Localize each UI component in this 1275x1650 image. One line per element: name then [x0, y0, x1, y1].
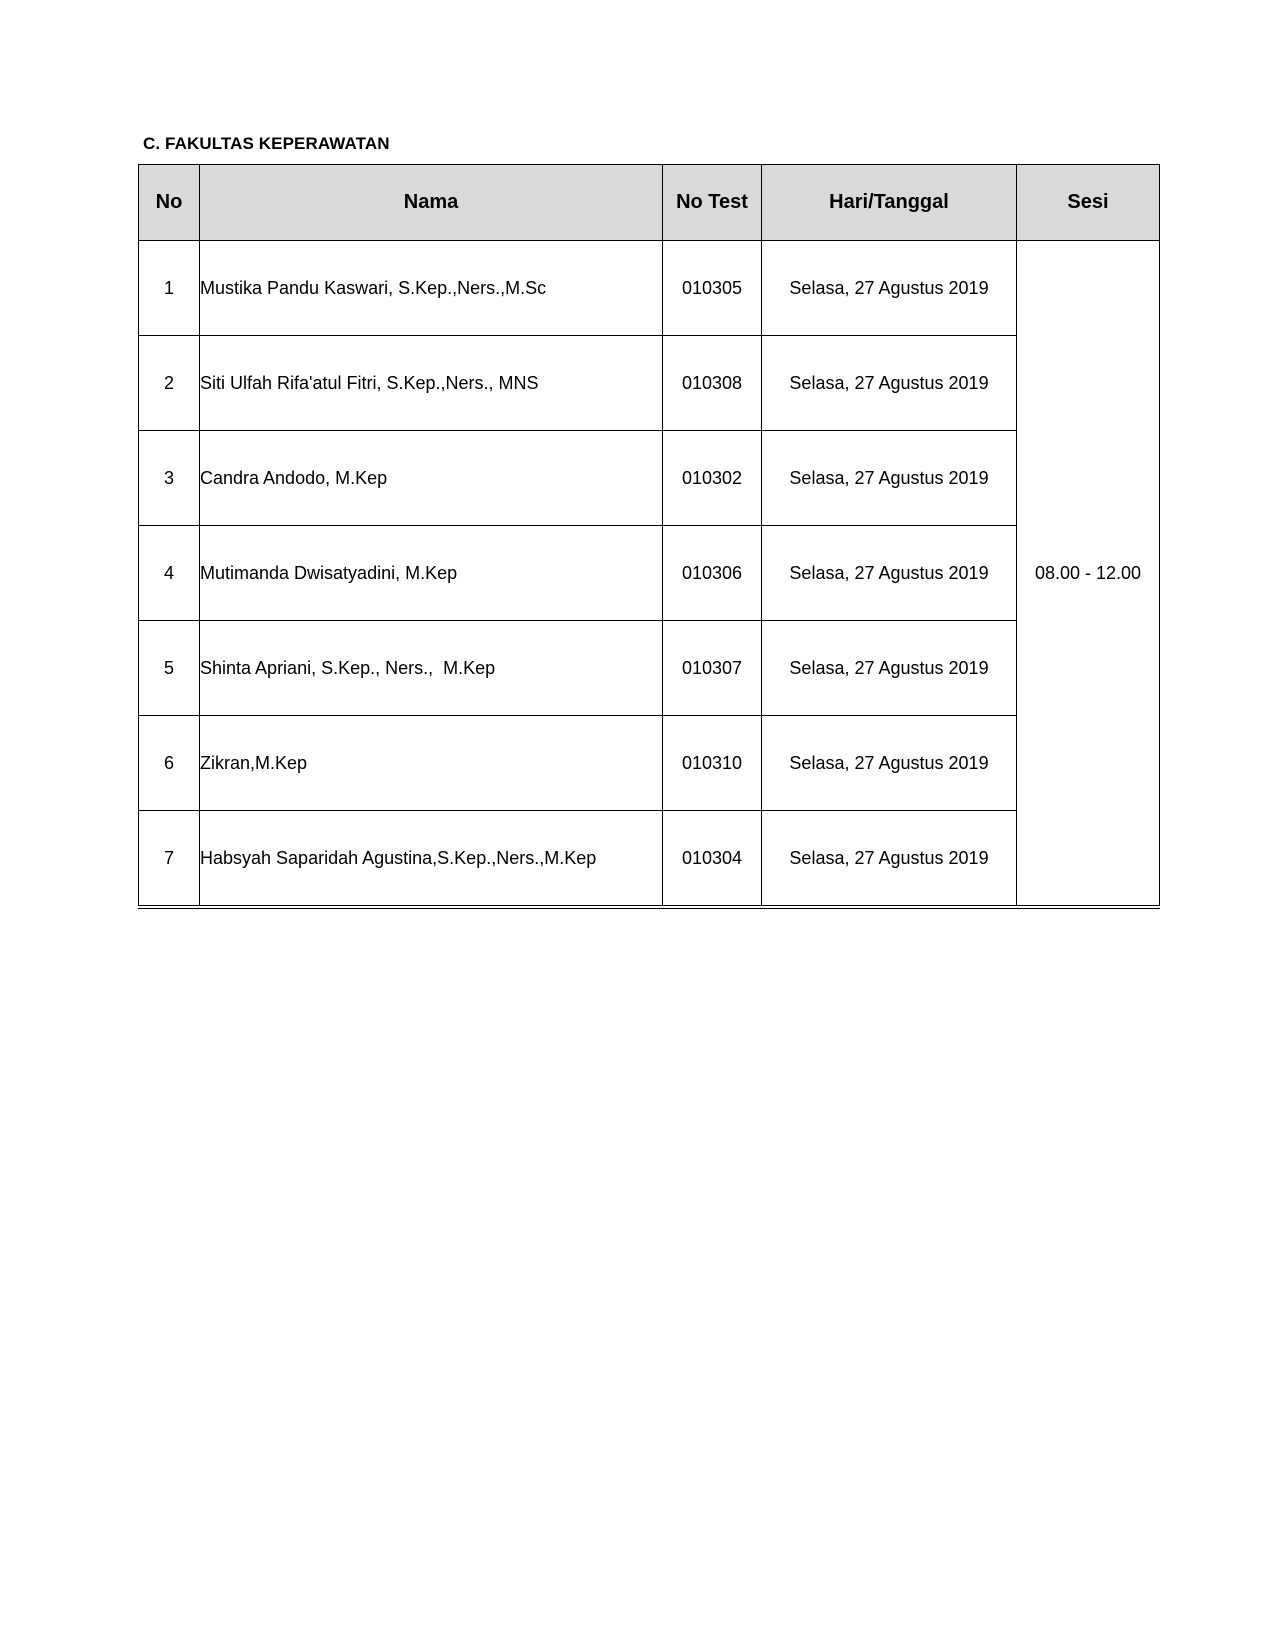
cell-hari-tanggal: Selasa, 27 Agustus 2019 [762, 716, 1017, 811]
cell-hari-tanggal: Selasa, 27 Agustus 2019 [762, 241, 1017, 336]
cell-hari-tanggal: Selasa, 27 Agustus 2019 [762, 431, 1017, 526]
section-title: C. FAKULTAS KEPERAWATAN [143, 134, 390, 153]
cell-hari-tanggal: Selasa, 27 Agustus 2019 [762, 336, 1017, 431]
cell-nama: Mutimanda Dwisatyadini, M.Kep [200, 526, 663, 621]
cell-nama: Zikran,M.Kep [200, 716, 663, 811]
cell-no-test: 010307 [663, 621, 762, 716]
cell-no: 4 [139, 526, 200, 621]
cell-no: 7 [139, 811, 200, 908]
cell-nama: Candra Andodo, M.Kep [200, 431, 663, 526]
table-row [139, 811, 1160, 908]
cell-no-test: 010304 [663, 811, 762, 908]
cell-no: 1 [139, 241, 200, 336]
table-header-row [139, 165, 1160, 241]
header-no: No [139, 165, 200, 241]
cell-no-test: 010308 [663, 336, 762, 431]
cell-hari-tanggal: Selasa, 27 Agustus 2019 [762, 621, 1017, 716]
table-row [139, 716, 1160, 811]
cell-no-test: 010302 [663, 431, 762, 526]
header-sesi: Sesi [1017, 165, 1160, 241]
cell-nama: Habsyah Saparidah Agustina,S.Kep.,Ners.,M.Kep [200, 811, 663, 908]
cell-no: 3 [139, 431, 200, 526]
cell-sesi: 08.00 - 12.00 [1017, 241, 1160, 908]
schedule-table [138, 164, 1160, 909]
cell-no: 2 [139, 336, 200, 431]
cell-nama: Mustika Pandu Kaswari, S.Kep.,Ners.,M.Sc [200, 241, 663, 336]
cell-no-test: 010310 [663, 716, 762, 811]
cell-no-test: 010306 [663, 526, 762, 621]
cell-hari-tanggal: Selasa, 27 Agustus 2019 [762, 811, 1017, 908]
table-row [139, 526, 1160, 621]
table-row [139, 336, 1160, 431]
table-row [139, 621, 1160, 716]
header-no-test: No Test [663, 165, 762, 241]
cell-nama: Siti Ulfah Rifa'atul Fitri, S.Kep.,Ners., MNS [200, 336, 663, 431]
cell-hari-tanggal: Selasa, 27 Agustus 2019 [762, 526, 1017, 621]
cell-no: 5 [139, 621, 200, 716]
cell-nama: Shinta Apriani, S.Kep., Ners., M.Kep [200, 621, 663, 716]
table-row [139, 431, 1160, 526]
header-nama: Nama [200, 165, 663, 241]
header-hari-tanggal: Hari/Tanggal [762, 165, 1017, 241]
cell-no: 6 [139, 716, 200, 811]
cell-no-test: 010305 [663, 241, 762, 336]
table-row [139, 241, 1160, 336]
